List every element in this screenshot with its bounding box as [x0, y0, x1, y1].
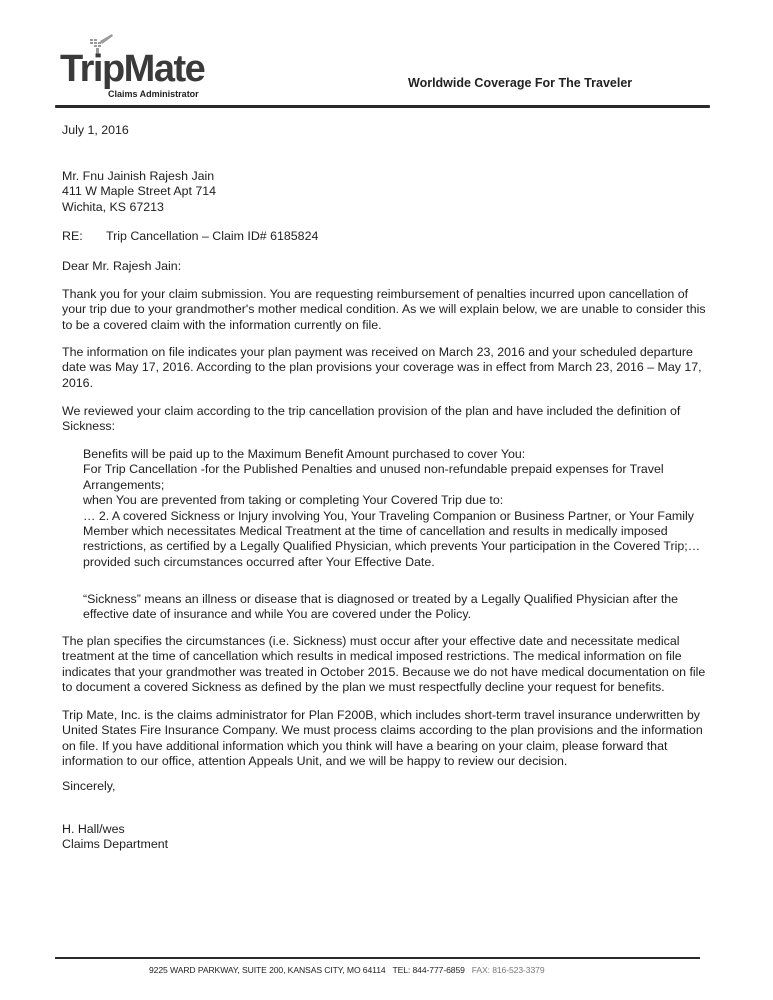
footer-tel: TEL: 844-777-6859: [392, 965, 465, 975]
re-subject: Trip Cancellation – Claim ID# 6185824: [106, 229, 319, 243]
letter-date: July 1, 2016: [62, 123, 129, 137]
recipient-name: Mr. Fnu Jainish Rajesh Jain: [62, 169, 215, 183]
re-label: RE:: [62, 229, 83, 243]
re-line: [62, 229, 712, 244]
signature-name: H. Hall/wes: [62, 822, 125, 836]
footer-fax: FAX: 816-523-3379: [471, 965, 545, 975]
recipient-street: 411 W Maple Street Apt 714: [62, 184, 217, 199]
quote-line: provided such circumstances occurred after Your Effective Date.: [83, 554, 435, 569]
signature-block: [62, 822, 712, 853]
recipient-city: Wichita, KS 67213: [62, 199, 164, 214]
quote-line: when You are prevented from taking or completing Your Covered Trip due to:: [83, 493, 504, 508]
tripmate-logo: [60, 33, 210, 103]
paragraph-decision: The plan specifies the circumstances (i.e. Sickness) must occur after your effective date and necessitate medical treatment at the time of cancellation which results in medical imposed restrictions. The medical information on file indicates that your grandmother was treated in October 2015. Because we do not have medical documentation on file to document a covered Sickness as defined by the plan we must respectfully decline your request for benefits.: [62, 634, 706, 695]
quote-line: Benefits will be paid up to the Maximum Benefit Amount purchased to cover You:: [83, 447, 526, 461]
recipient-address: [62, 169, 712, 215]
logo-subtitle: Claims Administrator: [108, 89, 199, 99]
tagline: Worldwide Coverage For The Traveler: [408, 76, 633, 90]
sickness-definition: “Sickness” means an illness or disease that is diagnosed or treated by a Legally Qualified Physician after the effective date of insurance and while You are covered under the Policy.: [83, 592, 679, 622]
paragraph-review: We reviewed your claim according to the trip cancellation provision of the plan and have included the definition of Sickness:: [62, 404, 681, 434]
paragraph-appeals: Trip Mate, Inc. is the claims administrator for Plan F200B, which includes short-term travel insurance underwritten by United States Fire Insurance Company. We must process claims according to the plan provisions and the information on file. If you have additional information which you think will have a bearing on your claim, please forward that information to our office, attention Appeals Unit, and we will be happy to review our decision.: [62, 708, 703, 769]
quote-line: … 2. A covered Sickness or Injury involving You, Your Traveling Companion or Business Partner, or Your Family Member which necessitates Medical Treatment at the time of cancellation and results in medically imposed restrictions, as certified by a Legally Qualified Physician, which prevents Your participation in the Covered Trip;…: [83, 508, 701, 554]
header-divider: [55, 105, 710, 108]
footer-divider: [55, 957, 700, 959]
footer-contact: [149, 965, 545, 975]
paragraph-coverage-dates: The information on file indicates your plan payment was received on March 23, 2016 and your scheduled departure date was May 17, 2016. According to the plan provisions your coverage was in effect from March 23, 2016 – May 17, 2016.: [62, 345, 702, 390]
footer-address: 9225 WARD PARKWAY, SUITE 200, KANSAS CITY, MO 64114: [149, 965, 386, 975]
paragraph-intro: Thank you for your claim submission. You are requesting reimbursement of penalties incurred upon cancellation of your trip due to your grandmother's mother medical condition. As we will explain below, we are unable to consider this to be a covered claim with the information currently on file.: [62, 287, 706, 332]
salutation: Dear Mr. Rajesh Jain:: [62, 259, 182, 273]
provision-quote: [83, 447, 713, 570]
quote-line: For Trip Cancellation -for the Published Penalties and unused non-refundable prepaid expenses for Travel Arrangements;: [83, 462, 664, 492]
signature-department: Claims Department: [62, 837, 169, 852]
closing: Sincerely,: [62, 779, 116, 793]
logo-wordmark: TripMate: [60, 48, 205, 90]
